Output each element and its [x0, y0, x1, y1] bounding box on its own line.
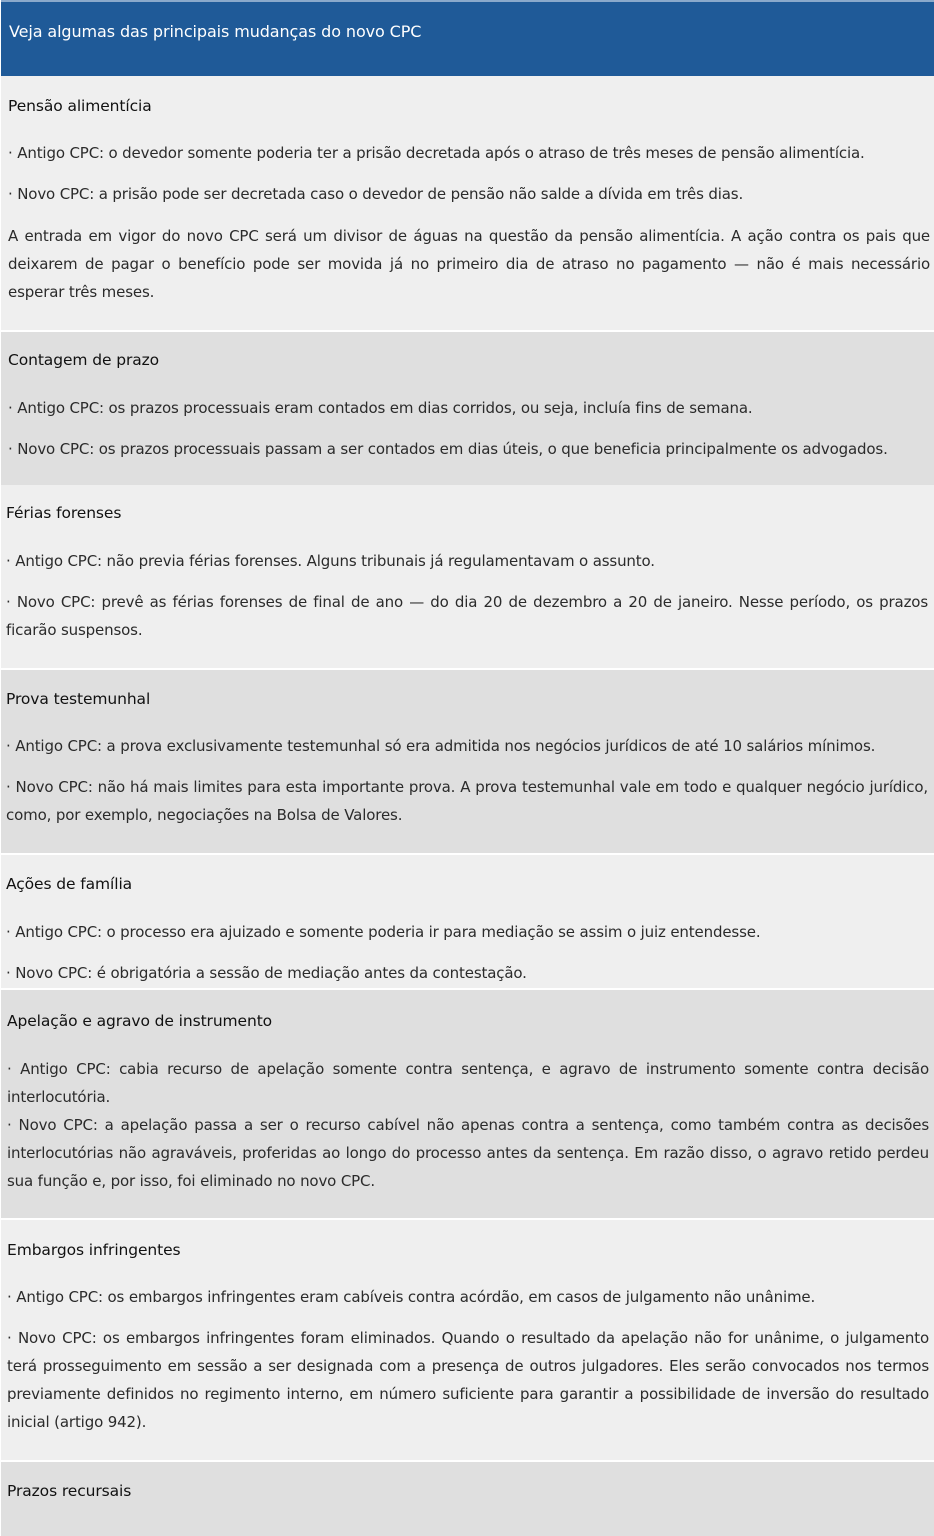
bullet-antigo: · Antigo CPC: o processo era ajuizado e somente poderia ir para mediação se assim o juiz entendesse.: [6, 923, 761, 941]
bullet-antigo: · Antigo CPC: a prova exclusivamente testemunhal só era admitida nos negócios jurídicos de até 10 salários mínimos.: [6, 737, 876, 755]
section-acoes-de-familia: [1, 855, 934, 988]
section-pensao-alimenticia: [1, 76, 934, 330]
bullet-novo: · Novo CPC: a prisão pode ser decretada caso o devedor de pensão não salde a dívida em três dias.: [8, 185, 744, 203]
bullet-novo: · Novo CPC: a apelação passa a ser o recurso cabível não apenas contra a sentença, como também contra as decisões interlocutórias não agraváveis, proferidas ao longo do processo antes da sentença. Em razão disso, o agravo retido perdeu sua função e, por isso, foi eliminado no novo CPC.: [7, 1116, 929, 1190]
section-ferias-forenses: [1, 485, 934, 668]
section-contagem-de-prazo: [1, 332, 934, 485]
section-paragraph: A entrada em vigor do novo CPC será um divisor de águas na questão da pensão alimentícia. A ação contra os pais que deixarem de pagar o benefício pode ser movida já no primeiro dia de atraso no pagamento — não é mais necessário esperar três meses.: [8, 227, 930, 301]
section-title: Prazos recursais: [7, 1482, 132, 1500]
bullet-novo: · Novo CPC: prevê as férias forenses de final de ano — do dia 20 de dezembro a 20 de janeiro. Nesse período, os prazos ficarão suspensos.: [6, 593, 928, 639]
section-title: Prova testemunhal: [6, 690, 151, 708]
table-header: [1, 0, 934, 76]
bullet-novo: · Novo CPC: os embargos infringentes foram eliminados. Quando o resultado da apelação não for unânime, o julgamento terá prosseguimento em sessão a ser designada com a presença de outros julgadores. Eles serão convocados nos termos previamente definidos no regimento interno, em número suficiente para garantir a possibilidade de inversão do resultado inicial (artigo 942).: [7, 1329, 929, 1431]
bullet-antigo: · Antigo CPC: os embargos infringentes eram cabíveis contra acórdão, em casos de julgamento não unânime.: [7, 1288, 816, 1306]
bullet-novo: · Novo CPC: não há mais limites para esta importante prova. A prova testemunhal vale em todo e qualquer negócio jurídico, como, por exemplo, negociações na Bolsa de Valores.: [6, 778, 928, 824]
bullet-novo: · Novo CPC: os prazos processuais passam a ser contados em dias úteis, o que beneficia principalmente os advogados.: [8, 440, 888, 458]
section-prazos-recursais: [1, 1462, 934, 1536]
bullet-antigo: · Antigo CPC: não previa férias forenses. Alguns tribunais já regulamentavam o assunto.: [6, 552, 655, 570]
bullet-antigo: · Antigo CPC: o devedor somente poderia ter a prisão decretada após o atraso de três meses de pensão alimentícia.: [8, 144, 865, 162]
section-prova-testemunhal: [1, 670, 934, 853]
section-title: Ações de família: [6, 875, 133, 893]
section-title: Embargos infringentes: [7, 1241, 181, 1259]
bullet-antigo: · Antigo CPC: os prazos processuais eram contados em dias corridos, ou seja, incluía fins de semana.: [8, 399, 753, 417]
section-apelacao-agravo: [1, 990, 934, 1218]
bullet-novo: · Novo CPC: é obrigatória a sessão de mediação antes da contestação.: [6, 964, 527, 982]
bullet-antigo: · Antigo CPC: cabia recurso de apelação somente contra sentença, e agravo de instrumento somente contra decisão interlocutória.: [7, 1060, 929, 1106]
section-title: Contagem de prazo: [8, 351, 160, 369]
section-title: Férias forenses: [6, 504, 122, 522]
header-title: Veja algumas das principais mudanças do novo CPC: [9, 22, 422, 41]
section-title: Pensão alimentícia: [8, 97, 152, 115]
section-embargos-infringentes: [1, 1220, 934, 1460]
section-title: Apelação e agravo de instrumento: [7, 1012, 273, 1030]
